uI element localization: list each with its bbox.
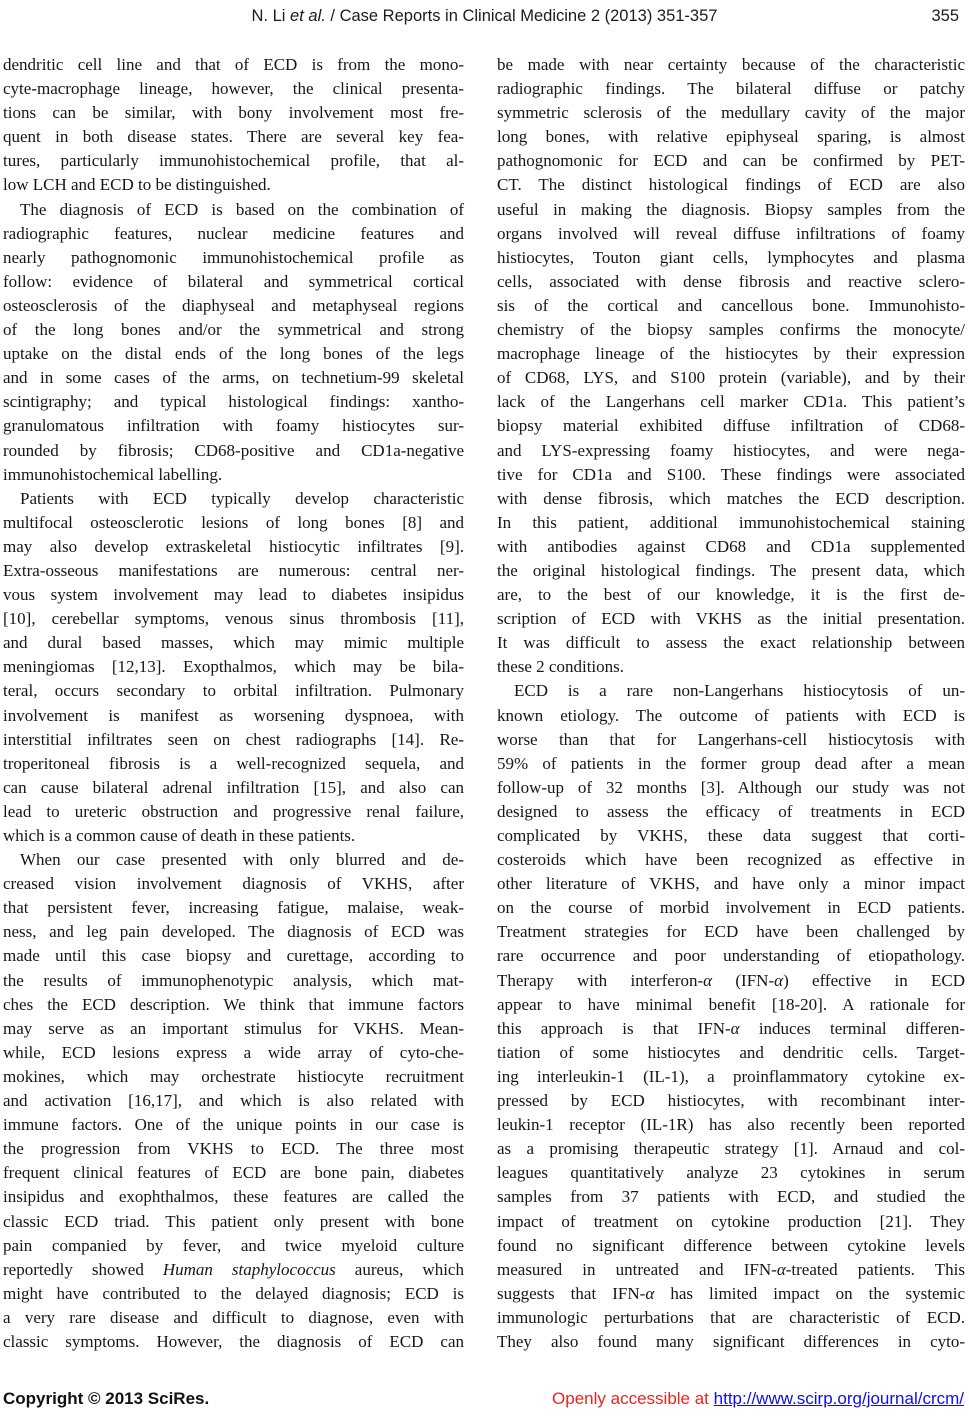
text-line: immune factors. One of the unique points in our case is xyxy=(3,1115,464,1135)
text-run: this approach is that IFN- xyxy=(497,1018,731,1038)
text-line: lack of the Langerhans cell marker CD1a. This patient’s xyxy=(497,392,965,412)
text-line xyxy=(497,969,965,993)
text-line: low LCH and ECD to be distinguished. xyxy=(3,175,271,195)
text-line: ches the ECD description. We think that immune factors xyxy=(3,994,464,1014)
text-line xyxy=(497,1017,965,1041)
text-run: has limited impact on the systemic xyxy=(654,1283,966,1303)
page-header xyxy=(0,7,969,29)
text-line: ness, and leg pain developed. The diagnosis of ECD was xyxy=(3,922,464,942)
text-line: insipidus and exophthalmos, these features are called the xyxy=(3,1187,464,1207)
text-line: pain companied by fever, and twice myeloid culture xyxy=(3,1235,464,1255)
text-line: creased vision involvement diagnosis of VKHS, after xyxy=(3,874,464,894)
text-run: ) effective in ECD xyxy=(783,970,966,990)
paragraph xyxy=(3,53,464,198)
paragraph xyxy=(497,679,965,1354)
text-run: -treated patients. This xyxy=(785,1259,965,1279)
text-line: and in some cases of the arms, on technetium-99 skeletal xyxy=(3,368,464,388)
text-line: organs involved will reveal diffuse infiltrations of foamy xyxy=(497,223,965,243)
text-line: tures, particularly immunohistochemical profile, that al- xyxy=(3,151,464,171)
text-line: on the course of morbid involvement in ECD patients. xyxy=(497,898,965,918)
italic-text: Human staphylococcus xyxy=(162,1259,336,1279)
text-line xyxy=(3,1258,464,1282)
text-line: found no significant difference between cytokine levels xyxy=(497,1235,965,1255)
text-line: with dense fibrosis, which matches the ECD description. xyxy=(497,488,965,508)
text-line: a very rare disease and difficult to diagnose, even with xyxy=(3,1307,464,1327)
text-line: It was difficult to assess the exact relationship between xyxy=(497,633,965,653)
text-line: may also develop extraskeletal histiocytic infiltrates [9]. xyxy=(3,536,464,556)
text-line: and LYS-expressing foamy histiocytes, and were nega- xyxy=(497,440,965,460)
text-line: designed to assess the efficacy of treatments in ECD xyxy=(497,801,965,821)
italic-text: α xyxy=(703,970,713,990)
text-line: might have contributed to the delayed diagnosis; ECD is xyxy=(3,1283,464,1303)
text-line: impact of treatment on cytokine production [21]. They xyxy=(497,1211,965,1231)
text-line: long bones, with relative epiphyseal sparing, is almost xyxy=(497,127,965,147)
text-line: of CD68, LYS, and S100 protein (variable), and by their xyxy=(497,368,965,388)
italic-text: α xyxy=(776,1259,786,1279)
text-line: tions can be similar, with bony involvement most fre- xyxy=(3,103,464,123)
text-line: be made with near certainty because of the characteristic xyxy=(497,55,965,74)
text-run: measured in untreated and IFN- xyxy=(497,1259,777,1279)
text-line: nearly pathognomonic immunohistochemical profile as xyxy=(3,247,464,267)
text-line xyxy=(497,1282,965,1306)
content-columns xyxy=(3,53,965,1354)
text-line: [10], cerebellar symptoms, venous sinus thrombosis [11], xyxy=(3,609,464,629)
text-line: the original histological findings. The present data, which xyxy=(497,560,965,580)
text-line: sis of the cortical and cancellous bone. Immunohisto- xyxy=(497,295,965,315)
text-line: multifocal osteosclerotic lesions of long bones [8] and xyxy=(3,512,464,532)
text-line: They also found many significant differences in cyto- xyxy=(497,1331,965,1351)
text-line: leukin-1 receptor (IL-1R) has also recently been reported xyxy=(497,1115,965,1135)
text-run: reportedly showed xyxy=(3,1259,163,1279)
text-line: which is a common cause of death in these patients. xyxy=(3,826,356,845)
text-line: samples from 37 patients with ECD, and studied the xyxy=(497,1187,965,1207)
text-line: biopsy material exhibited diffuse infiltration of CD68- xyxy=(497,416,965,436)
text-line: radiographic findings. The bilateral diffuse or patchy xyxy=(497,79,965,99)
text-line: rare occurrence and poor understanding of etiopathology. xyxy=(497,946,965,966)
text-run: suggests that IFN- xyxy=(497,1283,646,1303)
paragraph xyxy=(3,487,464,848)
left-column xyxy=(3,53,464,1354)
text-run: Therapy with interferon- xyxy=(497,970,704,990)
text-line: made until this case biopsy and curettage, according to xyxy=(3,946,464,966)
text-line: In this patient, additional immunohistochemical staining xyxy=(497,512,965,532)
paragraph xyxy=(497,53,965,679)
text-line: Treatment strategies for ECD have been challenged by xyxy=(497,922,965,942)
text-line: chemistry of the biopsy samples confirms the monocyte/ xyxy=(497,320,965,340)
text-run: (IFN- xyxy=(712,970,775,990)
copyright-text: Copyright © 2013 SciRes. xyxy=(3,1389,210,1408)
text-line: troperitoneal fibrosis is a well-recognized sequela, and xyxy=(3,753,464,773)
text-line: histiocytes, Touton giant cells, lymphocytes and plasma xyxy=(497,247,965,267)
text-line: while, ECD lesions express a wide array of cyto-che- xyxy=(3,1042,464,1062)
text-line xyxy=(497,1258,965,1282)
text-line: interstitial infiltrates seen on chest radiographs [14]. Re- xyxy=(3,729,464,749)
text-line: rounded by fibrosis; CD68-positive and CD1a-negative xyxy=(3,440,464,460)
text-line: uptake on the distal ends of the long bones of the legs xyxy=(3,344,464,364)
text-line: as a promising therapeutic strategy [1]. Arnaud and col- xyxy=(497,1139,965,1159)
text-line: tive for CD1a and S100. These findings were associated xyxy=(497,464,965,484)
text-line: these 2 conditions. xyxy=(497,657,625,677)
text-line: known etiology. The outcome of patients with ECD is xyxy=(497,705,965,725)
journal-link[interactable]: http://www.scirp.org/journal/crcm/ xyxy=(713,1389,964,1408)
right-column xyxy=(497,53,965,1354)
text-line: meningiomas [12,13]. Exopthalmos, which may be bila- xyxy=(3,657,464,677)
text-line: leagues quantitatively analyze 23 cytokines in serum xyxy=(497,1163,965,1183)
text-line: appear to have minimal benefit [18-20]. A rationale for xyxy=(497,994,965,1014)
text-line: pressed by ECD histiocytes, with recombinant inter- xyxy=(497,1091,965,1111)
text-line: macrophage lineage of the histiocytes by their expression xyxy=(497,344,965,364)
text-line: of the long bones and/or the symmetrical and strong xyxy=(3,320,464,340)
text-line: worse than that for Langerhans-cell histiocytosis with xyxy=(497,729,965,749)
text-line: symmetric sclerosis of the medullary cavity of the major xyxy=(497,103,965,123)
text-run: aureus, which xyxy=(335,1259,464,1279)
italic-text: α xyxy=(730,1018,740,1038)
text-line: 59% of patients in the former group dead after a mean xyxy=(497,753,965,773)
text-line: lead to ureteric obstruction and progressive renal failure, xyxy=(3,801,464,821)
text-line: CT. The distinct histological findings of ECD are also xyxy=(497,175,965,195)
text-line: useful in making the diagnosis. Biopsy samples from the xyxy=(497,199,965,219)
text-line: with antibodies against CD68 and CD1a supplemented xyxy=(497,536,965,556)
access-note xyxy=(552,1389,964,1409)
text-line: complicated by VKHS, these data suggest that corti- xyxy=(497,826,965,845)
text-line: tiation of some histiocytes and dendritic cells. Target- xyxy=(497,1042,965,1062)
text-run: N. Li xyxy=(251,7,291,25)
text-line: ECD is a rare non-Langerhans histiocytosis of un- xyxy=(514,681,965,701)
text-line: classic ECD triad. This patient only present with bone xyxy=(3,1211,464,1231)
text-line: immunologic perturbations that are characteristic of ECD. xyxy=(497,1307,965,1327)
text-line: Patients with ECD typically develop characteristic xyxy=(20,488,464,508)
page-footer xyxy=(3,1389,964,1409)
italic-text: et al. xyxy=(290,7,326,25)
text-line: the progression from VKHS to ECD. The three most xyxy=(3,1139,464,1159)
text-line: vous system involvement may lead to diabetes insipidus xyxy=(3,585,464,605)
text-line: classic symptoms. However, the diagnosis of ECD can xyxy=(3,1331,464,1351)
text-run: / Case Reports in Clinical Medicine 2 (2013) 351-357 xyxy=(325,7,718,25)
text-line: radiographic features, nuclear medicine features and xyxy=(3,223,464,243)
paragraph xyxy=(3,848,464,1354)
text-line: scription of ECD with VKHS as the initial presentation. xyxy=(497,609,965,629)
text-line: immunohistochemical labelling. xyxy=(3,464,223,484)
text-line: pathognomonic for ECD and can be confirmed by PET- xyxy=(497,151,965,171)
running-title xyxy=(0,7,969,26)
text-line: that persistent fever, increasing fatigue, malaise, weak- xyxy=(3,898,464,918)
text-line: dendritic cell line and that of ECD is from the mono- xyxy=(3,55,464,74)
text-line: and dural based masses, which may mimic multiple xyxy=(3,633,464,653)
text-line: cyte-macrophage lineage, however, the clinical presenta- xyxy=(3,79,464,99)
access-text: Openly accessible at xyxy=(552,1389,714,1408)
text-line: granulomatous infiltration with foamy histiocytes sur- xyxy=(3,416,464,436)
text-line: can cause bilateral adrenal infiltration [15], and also can xyxy=(3,777,464,797)
text-line: and activation [16,17], and which is also related with xyxy=(3,1091,464,1111)
text-line: The diagnosis of ECD is based on the combination of xyxy=(20,199,464,219)
paragraph xyxy=(3,198,464,487)
text-line: Extra-osseous manifestations are numerous: central ner- xyxy=(3,560,464,580)
text-line: other literature of VKHS, and have only a minor impact xyxy=(497,874,965,894)
italic-text: α xyxy=(774,970,784,990)
text-line: frequent clinical features of ECD are bone pain, diabetes xyxy=(3,1163,464,1183)
text-line: ing interleukin-1 (IL-1), a proinflammatory cytokine ex- xyxy=(497,1066,965,1086)
text-line: teral, occurs secondary to orbital infiltration. Pulmonary xyxy=(3,681,464,701)
text-line: costeroids which have been recognized as effective in xyxy=(497,850,965,870)
page-number: 355 xyxy=(931,7,959,25)
text-line: the results of immunophenotypic analysis, which mat- xyxy=(3,970,464,990)
text-line: mokines, which may orchestrate histiocyte recruitment xyxy=(3,1066,464,1086)
text-line: osteosclerosis of the diaphyseal and metaphyseal regions xyxy=(3,295,464,315)
text-line: are, to the best of our knowledge, it is the first de- xyxy=(497,585,965,605)
text-line: follow-up of 32 months [3]. Although our study was not xyxy=(497,777,965,797)
text-line: scintigraphy; and typical histological findings: xantho- xyxy=(3,392,464,412)
italic-text: α xyxy=(645,1283,655,1303)
text-line: When our case presented with only blurred and de- xyxy=(20,850,464,870)
text-line: cells, associated with dense fibrosis and reactive sclero- xyxy=(497,271,965,291)
text-line: involvement is manifest as worsening dyspnoea, with xyxy=(3,705,464,725)
text-line: follow: evidence of bilateral and symmetrical cortical xyxy=(3,271,464,291)
text-line: may serve as an important stimulus for VKHS. Mean- xyxy=(3,1018,464,1038)
text-line: quent in both disease states. There are several key fea- xyxy=(3,127,464,147)
text-run: induces terminal differen- xyxy=(739,1018,965,1038)
